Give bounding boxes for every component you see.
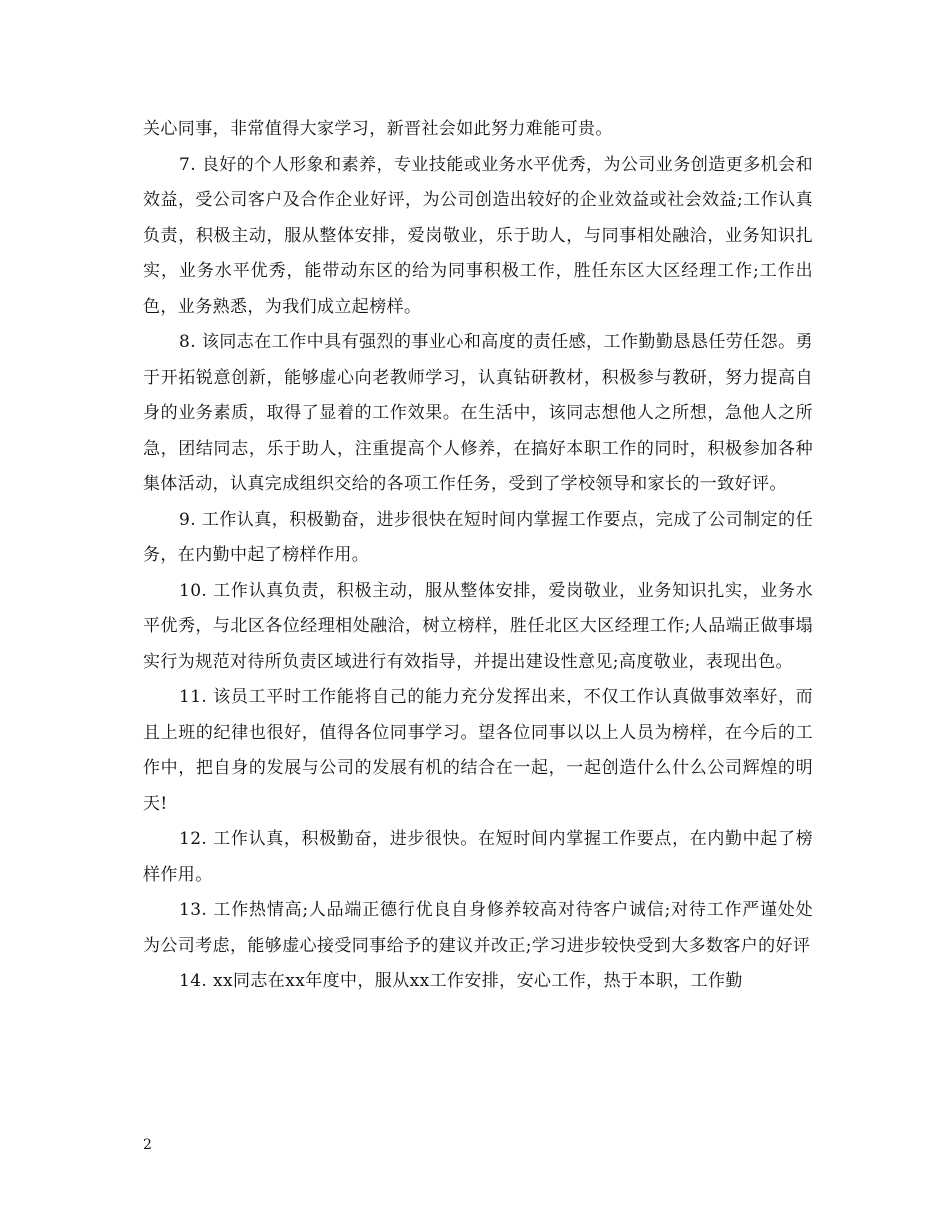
paragraph-item-12: 12. 工作认真，积极勤奋，进步很快。在短时间内掌握工作要点，在内勤中起了榜样作用。: [143, 829, 813, 885]
paragraph-continuation: 关心同事，非常值得大家学习，新晋社会如此努力难能可贵。: [143, 119, 613, 139]
paragraph-item-14: 14. xx同志在xx年度中，服从xx工作安排，安心工作，热于本职，工作勤: [179, 971, 743, 991]
paragraph-item-11: 11. 该员工平时工作能将自己的能力充分发挥出来，不仅工作认真做事效率好，而且上班的纪律也很好，值得各位同事学习。望各位同事以以上人员为榜样，在今后的工作中，把自身的发展与公司的发展有机的结合在一起，一起创造什么什么公司辉煌的明天!: [143, 687, 813, 814]
body-text: [143, 112, 813, 1000]
paragraph-item-7: 7. 良好的个人形象和素养，专业技能或业务水平优秀，为公司业务创造更多机会和效益，受公司客户及合作企业好评，为公司创造出较好的企业效益或社会效益;工作认真负责，积极主动，服从整体安排，爱岗敬业，乐于助人，与同事相处融洽，业务知识扎实，业务水平优秀，能带动东区的给为同事积极工作，胜任东区大区经理工作;工作出色，业务熟悉，为我们成立起榜样。: [143, 154, 813, 317]
page-number: 2: [143, 1137, 152, 1153]
paragraph-item-9: 9. 工作认真，积极勤奋，进步很快在短时间内掌握工作要点，完成了公司制定的任务，在内勤中起了榜样作用。: [143, 509, 813, 565]
paragraph-item-8: 8. 该同志在工作中具有强烈的事业心和高度的责任感，工作勤勤恳恳任劳任怨。勇于开拓锐意创新，能够虚心向老教师学习，认真钻研教材，积极参与教研，努力提高自身的业务素质，取得了显着的工作效果。在生活中，该同志想他人之所想，急他人之所急，团结同志，乐于助人，注重提高个人修养，在搞好本职工作的同时，积极参加各种集体活动，认真完成组织交给的各项工作任务，受到了学校领导和家长的一致好评。: [143, 332, 813, 494]
paragraph-item-13: 13. 工作热情高;人品端正德行优良自身修养较高对待客户诚信;对待工作严谨处处为公司考虑，能够虚心接受同事给予的建议并改正;学习进步较快受到大多数客户的好评: [143, 900, 813, 956]
paragraph-item-10: 10. 工作认真负责，积极主动，服从整体安排，爱岗敬业，业务知识扎实，业务水平优秀，与北区各位经理相处融洽，树立榜样，胜任北区大区经理工作;人品端正做事塌实行为规范对待所负责区域进行有效指导，并提出建设性意见;高度敬业，表现出色。: [143, 580, 813, 672]
